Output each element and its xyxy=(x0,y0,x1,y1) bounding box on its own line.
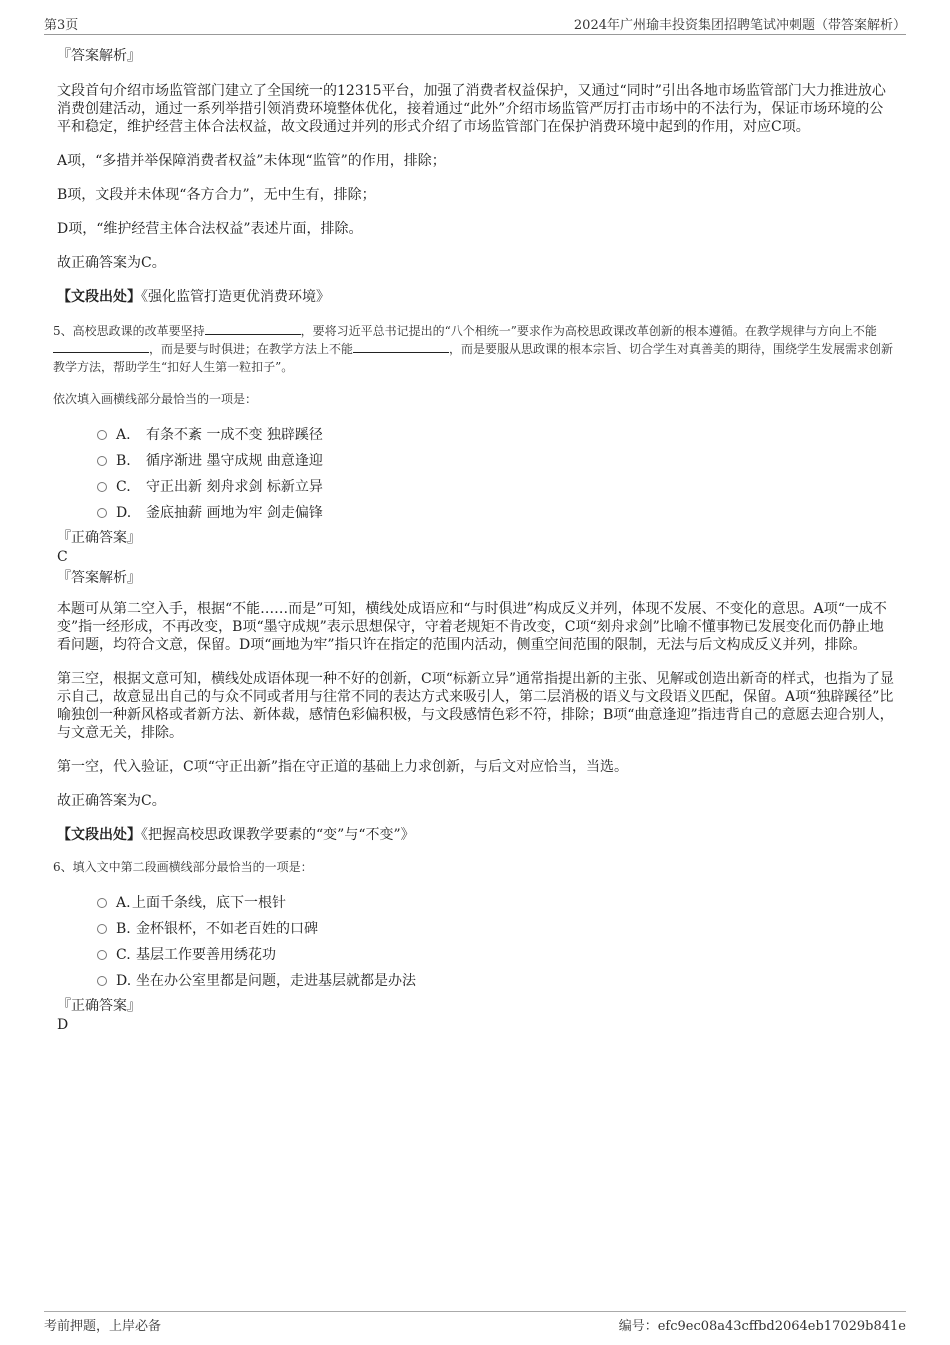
q6-option-c[interactable]: C. 基层工作要善用绣花功 xyxy=(57,942,897,968)
q5-analysis-paragraph-2: 第三空，根据文意可知，横线处成语体现一种不好的创新，C项“标新立异”通常指提出新的主张、见解或创造出新奇的样式，也指为了显示自己，故意显出自己的与众不同或者用与往常不同的表达方式来吸引人，第二层消极的语义与文段语义匹配，保留。A项“独辟蹊径”比喻独创一种新风格或者新方法、新体裁，感情色彩偏积极，与文段感情色彩不符，排除；B项“曲意逢迎”指违背自己的意愿去迎合别人，与文意无关，排除。 xyxy=(57,671,895,741)
radio-icon[interactable] xyxy=(97,976,107,986)
q5-option-c[interactable]: C. 守正出新 刻舟求剑 标新立异 xyxy=(57,474,897,500)
q6-option-b[interactable]: B. 金杯银杯，不如老百姓的口碑 xyxy=(57,916,897,942)
page-number: 第3页 xyxy=(44,18,79,33)
q5-stem-part-4: ，而是要服从思政课的根本宗旨、切合学生对真善美的期待，围绕学生发展需求创新教学方法，帮助学生“扣好人生第一粒扣子”。 xyxy=(53,342,894,374)
q5-instruction: 依次填入画横线部分最恰当的一项是： xyxy=(53,392,258,406)
q4-analysis-paragraph: 文段首句介绍市场监管部门建立了全国统一的12315平台，加强了消费者权益保护，又通过“同时”引出各地市场监管部门大力推进放心消费创建活动，通过一系列举措引领消费环境整体优化，接着通过“此外”介绍市场监管严厉打击市场中的不法行为，保证市场环境的公平和稳定，维护经营主体合法权益，故文段通过并列的形式介绍了市场监管部门在保护消费环境中起到的作用，对应C项。 xyxy=(57,83,886,135)
q5-stem xyxy=(53,322,897,376)
q4-source xyxy=(57,288,897,306)
q4-source-title: 《强化监管打造更优消费环境》 xyxy=(141,289,330,305)
q4-analysis-option-d: D项，“维护经营主体合法权益”表述片面，排除。 xyxy=(57,221,363,237)
q5-options xyxy=(57,422,897,526)
q5-analysis-paragraph-1: 本题可从第二空入手，根据“不能……而是”可知，横线处成语应和“与时俱进”构成反义并列，体现不发展、不变化的意思。A项“一成不变”指一经形成，不再改变，B项“墨守成规”表示思想保守，守着老规矩不肯改变，C项“刻舟求剑”比喻不懂事物已发展变化而仍静止地看问题，均符合文意，保留。D项“画地为牢”指只许在指定的范围内活动，侧重空间范围的限制，无法与后文构成反义并列，排除。 xyxy=(57,601,887,653)
radio-icon[interactable] xyxy=(97,950,107,960)
q4-conclusion: 故正确答案为C。 xyxy=(57,255,166,271)
q5-correct-label: 『正确答案』 xyxy=(57,530,141,546)
q5-stem-part-3: ，而是要与时俱进；在教学方法上不能 xyxy=(149,342,354,356)
q6-option-a[interactable]: A.上面千条线，底下一根针 xyxy=(57,890,897,916)
radio-icon[interactable] xyxy=(97,924,107,934)
q5-blank-3 xyxy=(353,340,449,353)
q5-source-label: 【文段出处】 xyxy=(57,827,141,843)
radio-icon[interactable] xyxy=(97,508,107,518)
q5-blank-1 xyxy=(205,322,301,335)
footer-slogan: 考前押题，上岸必备 xyxy=(44,1319,162,1334)
q4-analysis-option-a: A项，“多措并举保障消费者权益”未体现“监管”的作用，排除； xyxy=(57,153,446,169)
q5-stem-part-1: 5、高校思政课的改革要坚持 xyxy=(53,324,205,338)
q4-source-label: 【文段出处】 xyxy=(57,289,141,305)
q5-option-b[interactable]: B. 循序渐进 墨守成规 曲意逢迎 xyxy=(57,448,897,474)
page-footer xyxy=(44,1311,906,1334)
q5-correct-answer: C xyxy=(57,549,68,565)
radio-icon[interactable] xyxy=(97,430,107,440)
q4-analysis-label: 『答案解析』 xyxy=(57,48,141,64)
q5-option-a[interactable]: A. 有条不紊 一成不变 独辟蹊径 xyxy=(57,422,897,448)
q6-option-d[interactable]: D. 坐在办公室里都是问题，走进基层就都是办法 xyxy=(57,968,897,994)
document-title: 2024年广州瑜丰投资集团招聘笔试冲刺题（带答案解析） xyxy=(573,18,906,33)
radio-icon[interactable] xyxy=(97,456,107,466)
q5-source-title: 《把握高校思政课教学要素的“变”与“不变”》 xyxy=(141,827,415,843)
document-code: 编号：efc9ec08a43cffbd2064eb17029b841e xyxy=(618,1319,906,1334)
q5-option-d[interactable]: D. 釜底抽薪 画地为牢 剑走偏锋 xyxy=(57,500,897,526)
q4-analysis-option-b: B项，文段并未体现“各方合力”，无中生有，排除； xyxy=(57,187,376,203)
page-header xyxy=(44,14,906,35)
q6-stem: 6、填入文中第二段画横线部分最恰当的一项是： xyxy=(53,860,313,874)
q5-stem-part-2: ，要将习近平总书记提出的“八个相统一”要求作为高校思政课改革创新的根本遵循。在教学规律与方向上不能 xyxy=(300,324,877,338)
q5-analysis-label: 『答案解析』 xyxy=(57,570,141,586)
q5-analysis-paragraph-3: 第一空，代入验证，C项“守正出新”指在守正道的基础上力求创新，与后文对应恰当，当选。 xyxy=(57,759,629,775)
q5-conclusion: 故正确答案为C。 xyxy=(57,793,166,809)
radio-icon[interactable] xyxy=(97,482,107,492)
q6-correct-label: 『正确答案』 xyxy=(57,998,141,1014)
q5-source xyxy=(57,826,897,844)
q6-correct-answer: D xyxy=(57,1017,69,1033)
q6-options xyxy=(57,890,897,994)
q5-blank-2 xyxy=(53,340,149,353)
document-body xyxy=(53,44,897,1034)
radio-icon[interactable] xyxy=(97,898,107,908)
